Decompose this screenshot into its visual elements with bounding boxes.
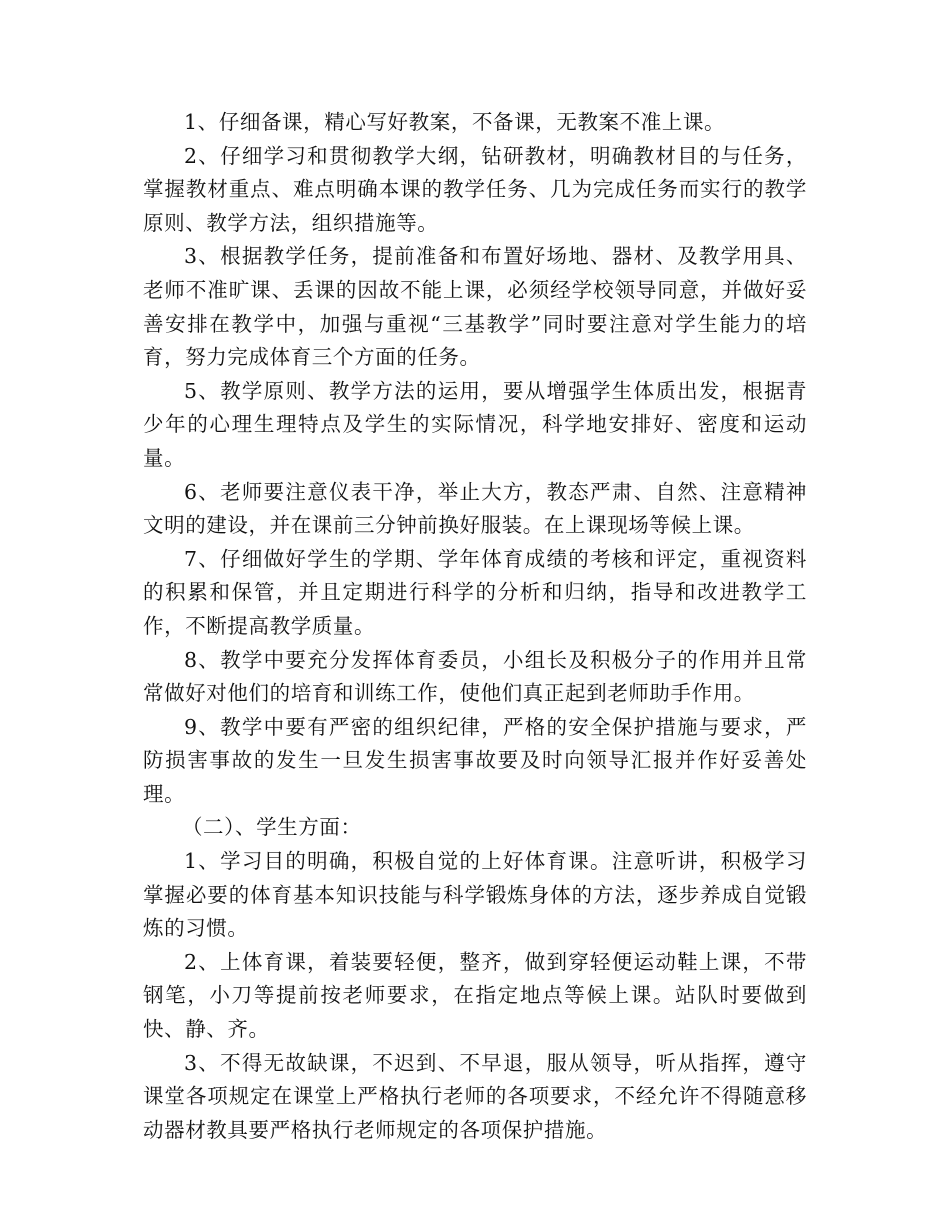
student-item-3: 3、不得无故缺课，不迟到、不早退，服从领导，听从指挥，遵守课堂各项规定在课堂上严格执行老师的各项要求，不经允许不得随意移动器材教具要严格执行老师规定的各项保护措施。 <box>143 1050 807 1142</box>
student-section-heading: （二）、学生方面： <box>181 815 362 840</box>
teacher-item-6: 6、老师要注意仪表干净，举止大方，教态严肃、自然、注意精神文明的建设，并在课前三分钟前换好服装。在上课现场等候上课。 <box>143 479 807 538</box>
teacher-item-8: 8、教学中要充分发挥体育委员，小组长及积极分子的作用并且常常做好对他们的培育和训练工作，使他们真正起到老师助手作用。 <box>143 647 807 706</box>
student-item-1: 1、学习目的明确，积极自觉的上好体育课。注意听讲，积极学习掌握必要的体育基本知识技能与科学锻炼身体的方法，逐步养成自觉锻炼的习惯。 <box>143 849 807 941</box>
teacher-item-3: 3、根据教学任务，提前准备和布置好场地、器材、及教学用具、老师不准旷课、丢课的因故不能上课，必须经学校领导同意，并做好妥善安排在教学中，加强与重视“三基教学”同时要注意对学生能力的培育，努力完成体育三个方面的任务。 <box>143 244 807 370</box>
teacher-item-2: 2、仔细学习和贯彻教学大纲，钻研教材，明确教材目的与任务，掌握教材重点、难点明确本课的教学任务、几为完成任务而实行的教学原则、教学方法，组织措施等。 <box>143 143 807 235</box>
teacher-item-1: 1、仔细备课，精心写好教案，不备课，无教案不准上课。 <box>184 110 726 134</box>
document-page <box>143 106 807 1147</box>
student-item-2: 2、上体育课，着装要轻便，整齐，做到穿轻便运动鞋上课，不带钢笔，小刀等提前按老师要求，在指定地点等候上课。站队时要做到快、静、齐。 <box>143 949 807 1042</box>
teacher-item-7: 7、仔细做好学生的学期、学年体育成绩的考核和评定，重视资料的积累和保管，并且定期进行科学的分析和归纳，指导和改进教学工作，不断提高教学质量。 <box>143 546 807 638</box>
teacher-item-5: 5、教学原则、教学方法的运用，要从增强学生体质出发，根据青少年的心理生理特点及学生的实际情况，科学地安排好、密度和运动量。 <box>143 378 807 470</box>
teacher-item-9: 9、教学中要有严密的组织纪律，严格的安全保护措施与要求，严防损害事故的发生一旦发生损害事故要及时向领导汇报并作好妥善处理。 <box>143 714 807 806</box>
